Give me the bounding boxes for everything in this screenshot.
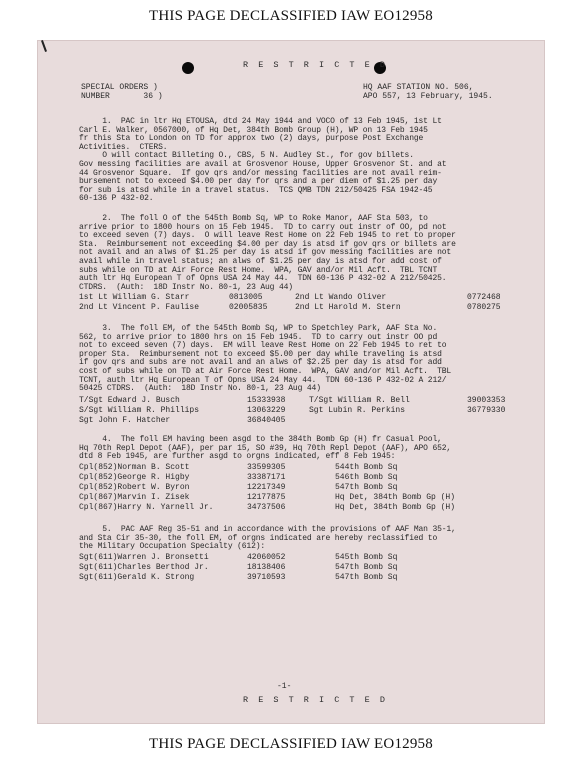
assignment-name: Cpl(852)Robert W. Byron bbox=[79, 483, 190, 492]
reclass-org: 547th Bomb Sq bbox=[335, 563, 398, 572]
paragraph-3: 3. The foll EM, of the 545th Bomb Sq, WP to Spetchley Park, AAF Sta No. 562, to arrive prior to 1800 hrs on 15 Feb 1945. TD to carry out instr OO pd not to exceed seven (7) days. EM will leave Rest Home on 22 Feb 1945 to ret to proper Sta. Reimbursement not to exceed $5.00 per day while traveling is atsd if gov qrs and subs are not avail and an alws of $2.25 per day is atsd for add cost of subs while on TD at Air Force Rest Home. WPA, GAV and/or Mil Acft. TBL TCNT, auth ltr Hq European T of Opns USA 24 May 44. TDN 60-136 P 432-02 A 212/ 50425 CTDRS. (Auth: 18D Instr No. 80-1, 23 Aug 44) bbox=[79, 324, 452, 394]
reclass-org: 545th Bomb Sq bbox=[335, 553, 398, 562]
enlisted-left-name: Sgt John F. Hatcher bbox=[79, 416, 171, 425]
officer-left-name: 2nd Lt Vincent P. Faulise bbox=[79, 303, 200, 312]
document-page bbox=[37, 40, 545, 724]
reclass-sn: 18138406 bbox=[247, 563, 286, 572]
enlisted-right-sn: 36779330 bbox=[467, 406, 506, 415]
enlisted-left-sn: 15333938 bbox=[247, 396, 286, 405]
assignment-sn: 34737506 bbox=[247, 503, 286, 512]
assignment-name: Cpl(867)Marvin I. Zisek bbox=[79, 493, 190, 502]
assignment-name: Cpl(852)Norman B. Scott bbox=[79, 463, 190, 472]
enlisted-left-sn: 36840405 bbox=[247, 416, 286, 425]
declassified-banner-top: THIS PAGE DECLASSIFIED IAW EO12958 bbox=[149, 8, 433, 24]
enlisted-left-name: S/Sgt William R. Phillips bbox=[79, 406, 200, 415]
paragraph-4: 4. The foll EM having been asgd to the 384th Bomb Gp (H) fr Casual Pool, Hq 70th Repl Depot (AAF), per par 15, SO #39, Hq 70th Repl Depot (AAF), APO 652, dtd 8 Feb 1945, are further asgd to orgns indicated, eff 8 Feb 1945: bbox=[79, 435, 452, 462]
assignment-sn: 33599305 bbox=[247, 463, 286, 472]
reclass-name: Sgt(611)Warren J. Bronsetti bbox=[79, 553, 209, 562]
officer-right-sn: 0772468 bbox=[467, 293, 501, 302]
apo-date-line: APO 557, 13 February, 1945. bbox=[363, 92, 493, 101]
officer-right-name: 2nd Lt Harold M. Stern bbox=[295, 303, 401, 312]
enlisted-left-name: T/Sgt Edward J. Busch bbox=[79, 396, 180, 405]
officer-left-name: 1st Lt William G. Starr bbox=[79, 293, 190, 302]
page-number: -1- bbox=[277, 682, 292, 691]
officer-right-name: 2nd Lt Wando Oliver bbox=[295, 293, 387, 302]
classification-bottom: R E S T R I C T E D bbox=[243, 695, 388, 705]
reclass-org: 547th Bomb Sq bbox=[335, 573, 398, 582]
assignment-org: 546th Bomb Sq bbox=[335, 473, 398, 482]
officer-left-sn: 0813005 bbox=[229, 293, 263, 302]
assignment-name: Cpl(852)George R. Higby bbox=[79, 473, 190, 482]
assignment-name: Cpl(867)Harry N. Yarnell Jr. bbox=[79, 503, 214, 512]
assignment-org: Hq Det, 384th Bomb Gp (H) bbox=[335, 493, 456, 502]
declassified-banner-bottom: THIS PAGE DECLASSIFIED IAW EO12958 bbox=[149, 736, 433, 752]
station-line: HQ AAF STATION NO. 506, bbox=[363, 83, 474, 92]
reclass-sn: 39710593 bbox=[247, 573, 286, 582]
paragraph-5: 5. PAC AAF Reg 35-51 and in accordance with the provisions of AAF Man 35-1, and Sta Cir 35-30, the foll EM, of orgns indicated are hereby reclassified to the Military Occupation Specialty (612): bbox=[79, 525, 456, 552]
assignment-org: 544th Bomb Sq bbox=[335, 463, 398, 472]
enlisted-right-name: Sgt Lubin R. Perkins bbox=[309, 406, 406, 415]
enlisted-left-sn: 13063229 bbox=[247, 406, 286, 415]
enlisted-right-name: T/Sgt William R. Bell bbox=[309, 396, 410, 405]
reclass-name: Sgt(611)Charles Berthod Jr. bbox=[79, 563, 209, 572]
assignment-org: 547th Bomb Sq bbox=[335, 483, 398, 492]
reclass-name: Sgt(611)Gerald K. Strong bbox=[79, 573, 195, 582]
assignment-sn: 33387171 bbox=[247, 473, 286, 482]
paragraph-1: 1. PAC in ltr Hq ETOUSA, dtd 24 May 1944 and VOCO of 13 Feb 1945, 1st Lt Carl E. Walker, 0567000, of Hq Det, 384th Bomb Group (H), WP on 13 Feb 1945 fr this Sta to London on TD for approx two (2) days, purpose Post Exchange Activities. CTERS. O will contact Billeting O., CBS, 5 N. Audley St., for gov billets. Gov messing facilities are avail at Grosvenor House, Upper Grosvenor St. and at 44 Grosvenor Square. If gov qrs and/or messing facilities are not avail reim- bursement not to exceed $4.00 per day for qrs and a per diem of $1.25 per day for sub is atsd while in a travel status. TCS QMB TDN 212/50425 FSA 1942-45 60-136 P 432-02. bbox=[79, 117, 447, 204]
officer-right-sn: 0780275 bbox=[467, 303, 501, 312]
pen-mark bbox=[41, 40, 47, 52]
assignment-sn: 12217349 bbox=[247, 483, 286, 492]
order-number: NUMBER 36 ) bbox=[81, 92, 163, 101]
paragraph-2: 2. The foll O of the 545th Bomb Sq, WP to Roke Manor, AAF Sta 503, to arrive prior to 1800 hours on 15 Feb 1945. TD to carry out instr of OO, pd not to exceed seven (7) days. O will leave Rest Home on 22 Feb 1945 to ret to proper Sta. Reimbursement not exceeding $4.00 per day is atsd if gov qrs or billets are not avail and an alws of $1.25 per day is atsd if gov messing facilities are not avail while in travel status; an alws of $1.25 per day is atsd for add cost of subs while on TD at Air Force Rest Home. WPA, GAV and/or Mil Acft. TBL TCNT auth ltr Hq European T of Opns USA 24 May 44. TDN 60-136 P 432-02 A 212/50425. CTDRS. (Auth: 18D Instr No. 80-1, 23 Aug 44) bbox=[79, 214, 456, 292]
assignment-sn: 12177875 bbox=[247, 493, 286, 502]
assignment-org: Hq Det, 384th Bomb Gp (H) bbox=[335, 503, 456, 512]
classification-top: R E S T R I C T E D bbox=[243, 60, 388, 70]
punch-hole-left bbox=[182, 62, 194, 74]
officer-left-sn: 02005835 bbox=[229, 303, 268, 312]
special-orders-label: SPECIAL ORDERS ) bbox=[81, 83, 158, 92]
enlisted-right-sn: 39003353 bbox=[467, 396, 506, 405]
reclass-sn: 42060052 bbox=[247, 553, 286, 562]
